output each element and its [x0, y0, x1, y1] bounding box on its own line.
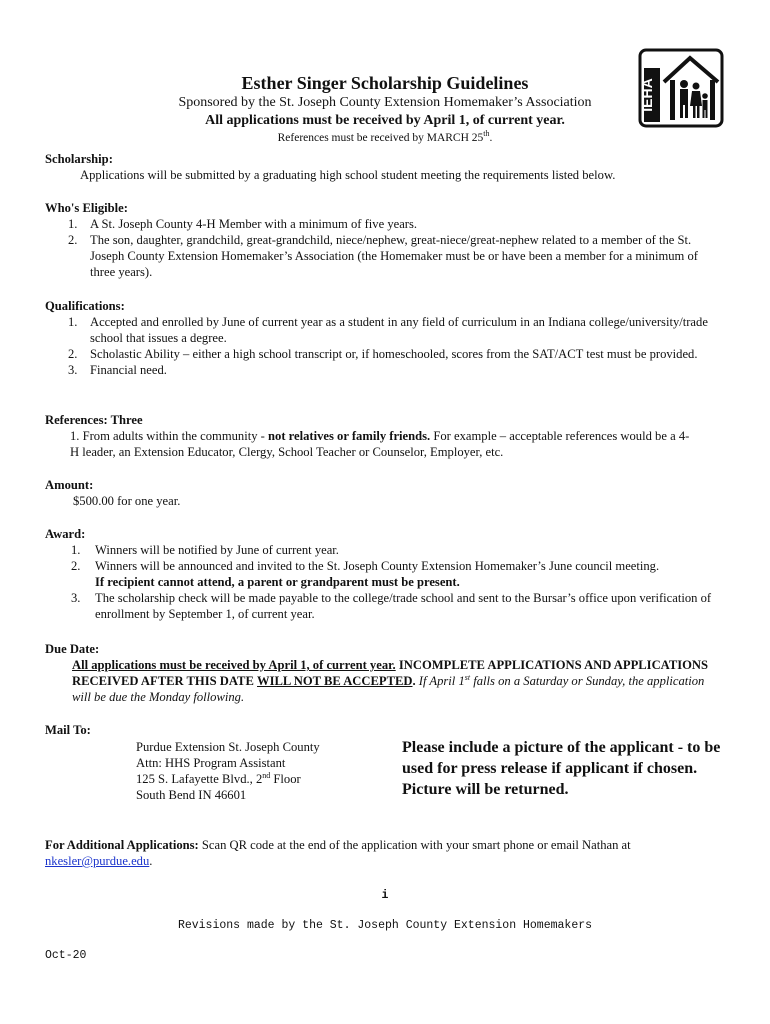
- picture-note: Please include a picture of the applicant - to be used for press release if applicant if chosen. Picture will be returned.: [402, 739, 721, 798]
- references-heading: References: Three: [45, 413, 143, 427]
- revision-date: Oct-20: [45, 949, 87, 962]
- list-item: 1. Winners will be notified by June of current year.: [71, 543, 339, 557]
- list-item: 2. The son, daughter, grandchild, great-grandchild, niece/nephew, great-niece/great-nephew related to a member of the St. Joseph County Extension Homemaker’s Association (the Homemaker must be or have been a member for a minimum of three years).: [68, 233, 698, 279]
- eligible-list: [68, 216, 723, 280]
- mailing-address: Purdue Extension St. Joseph County Attn: HHS Program Assistant 125 S. Lafayette Blvd., 2nd Floor South Bend IN 46601: [136, 740, 320, 802]
- email-link[interactable]: nkesler@purdue.edu: [45, 854, 150, 868]
- document-title: Esther Singer Scholarship Guidelines: [241, 73, 529, 93]
- scholarship-text: Applications will be submitted by a graduating high school student meeting the requirements listed below.: [80, 168, 616, 182]
- list-item: 1. A St. Joseph County 4-H Member with a minimum of five years.: [68, 217, 418, 231]
- sponsor-line: Sponsored by the St. Joseph County Extension Homemaker’s Association: [178, 95, 592, 110]
- revisions-note: Revisions made by the St. Joseph County Extension Homemakers: [177, 919, 593, 932]
- list-item: 3. The scholarship check will be made payable to the college/trade school and sent to the Bursar’s office upon verification of enrollment by September 1, of current year.: [71, 591, 712, 621]
- amount-text: $500.00 for one year.: [73, 494, 181, 508]
- qualifications-heading: Qualifications:: [45, 299, 125, 313]
- scholarship-heading: Scholarship:: [45, 152, 113, 166]
- deadline-line: All applications must be received by April 1, of current year.: [205, 113, 565, 128]
- references-item: 1. From adults within the community - not relatives or family friends. For example – acceptable references would be a 4-H leader, an Extension Educator, Clergy, School Teacher or Counselor, Employer, etc.: [70, 429, 690, 459]
- qualifications-list: [68, 314, 713, 378]
- references-note: References must be received by MARCH 25th.: [277, 129, 493, 144]
- due-date-text: All applications must be received by April 1, of current year. INCOMPLETE APPLICATIONS AND APPLICATIONS RECEIVED AFTER THIS DATE WILL NOT BE ACCEPTED. If April 1st falls on a Saturday or Sunday, the application will be due the Monday following.: [72, 658, 709, 704]
- amount-heading: Amount:: [45, 478, 94, 492]
- list-item: 2. Winners will be announced and invited to the St. Joseph County Extension Homemaker’s June council meeting. If recipient cannot attend, a parent or grandparent must be present.: [71, 559, 660, 589]
- award-heading: Award:: [45, 527, 86, 541]
- additional-applications: For Additional Applications: Scan QR code at the end of the application with your smart phone or email Nathan at nkesler@purdue.edu.: [45, 838, 631, 868]
- logo-text: IEHA: [639, 78, 655, 112]
- due-date-heading: Due Date:: [45, 642, 100, 656]
- eligible-heading: Who's Eligible:: [45, 201, 128, 215]
- award-list: [71, 542, 721, 622]
- mail-to-heading: Mail To:: [45, 723, 91, 737]
- list-item: 2. Scholastic Ability – either a high school transcript or, if homeschooled, scores from the SAT/ACT test must be provided.: [68, 347, 698, 361]
- list-item: 1. Accepted and enrolled by June of current year as a student in any field of curriculum in an Indiana college/university/trade school that issues a degree.: [68, 315, 708, 345]
- page-number: i: [381, 889, 389, 902]
- list-item: 3. Financial need.: [68, 363, 167, 377]
